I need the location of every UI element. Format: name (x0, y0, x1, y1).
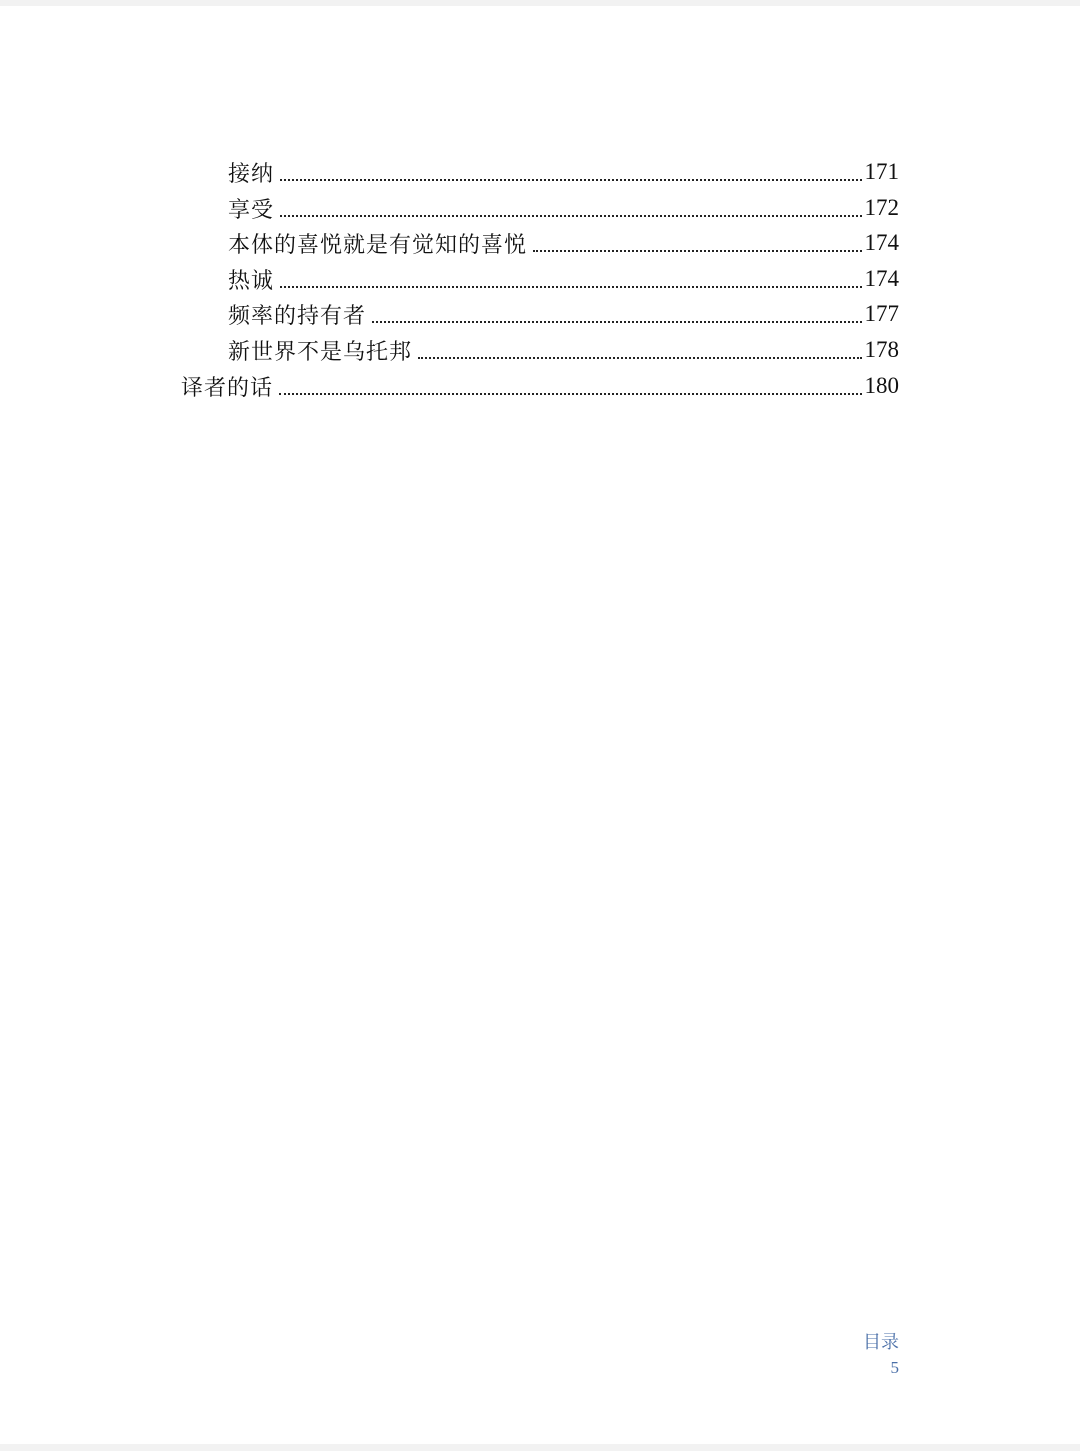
toc-entry-page: 177 (864, 301, 899, 326)
toc-entry-page: 178 (864, 337, 899, 362)
toc-dot-leader (372, 321, 861, 323)
toc-entry-page: 172 (864, 195, 899, 220)
toc-entry-title: 频率的持有者 (228, 303, 367, 329)
toc-entry-title: 享受 (228, 197, 275, 223)
toc-dot-leader (280, 215, 861, 217)
toc-entry[interactable] (228, 296, 899, 332)
toc-entry-page: 180 (864, 373, 899, 398)
toc-entry-title: 新世界不是乌托邦 (228, 339, 413, 365)
document-page (0, 6, 1080, 1444)
toc-dot-leader (418, 357, 861, 359)
toc-entry[interactable] (181, 368, 899, 404)
toc-entry-page: 171 (864, 159, 899, 184)
footer-section-label: 目录 (863, 1332, 899, 1353)
toc-entry-page: 174 (864, 266, 899, 291)
toc-entry-title: 本体的喜悦就是有觉知的喜悦 (228, 232, 528, 258)
toc-entry-page: 174 (864, 230, 899, 255)
toc-entry[interactable] (228, 154, 899, 190)
toc-entry[interactable] (228, 261, 899, 297)
toc-entry-title: 热诚 (228, 268, 275, 294)
toc-entry-title: 译者的话 (181, 375, 274, 401)
toc-entry-title: 接纳 (228, 161, 275, 187)
toc-entry[interactable] (228, 190, 899, 226)
footer-page-number: 5 (890, 1358, 899, 1377)
toc-dot-leader (533, 250, 861, 252)
toc-entry[interactable] (228, 332, 899, 368)
page-footer (863, 1330, 899, 1380)
toc-entry[interactable] (228, 225, 899, 261)
toc-dot-leader (280, 286, 861, 288)
toc-dot-leader (279, 393, 861, 395)
toc-dot-leader (280, 179, 861, 181)
